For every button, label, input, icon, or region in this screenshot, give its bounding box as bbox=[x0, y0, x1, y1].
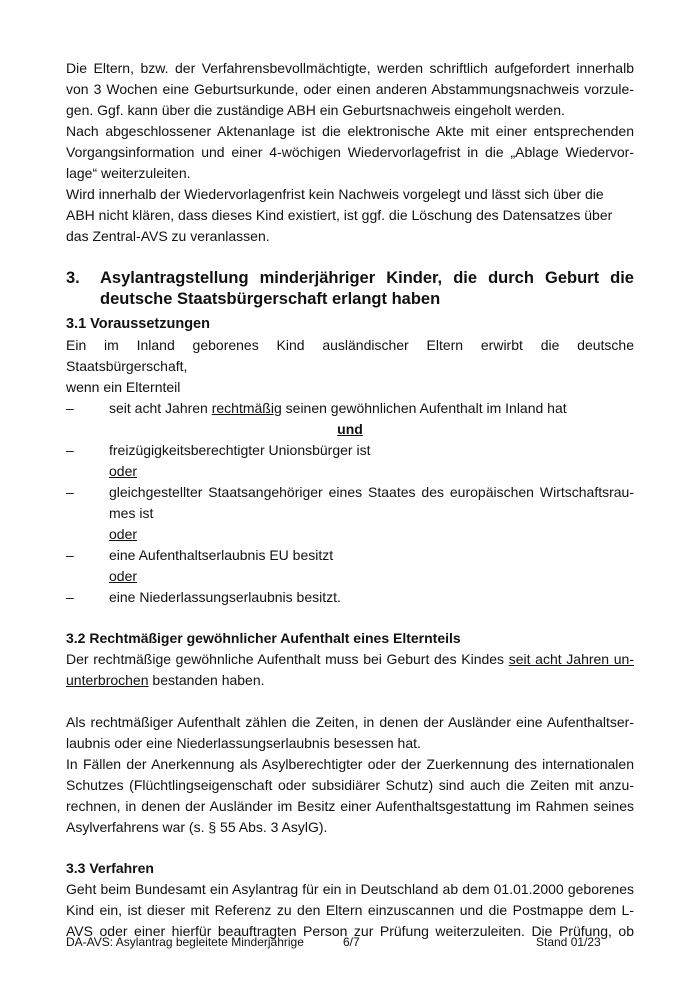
paragraph-lawful-residence bbox=[66, 712, 634, 754]
dash-bullet: – bbox=[66, 400, 74, 416]
conjunction-und: und bbox=[337, 421, 363, 437]
text-line: unterbrochen bestanden haben. bbox=[66, 672, 265, 688]
text-line: AVS oder einer hierfür beauftragten Person zur Prüfung weiterzuleiten. Die Prüfung, ob bbox=[66, 923, 634, 939]
list-item: – gleichgestellter Staatsangehöriger eines Staates des europäischen Wirtschaftsrau- mes ist bbox=[66, 482, 634, 524]
text-line: laubnis oder eine Niederlassungserlaubnis besessen hat. bbox=[66, 735, 421, 751]
list-item: – eine Aufenthaltserlaubnis EU besitzt bbox=[66, 545, 634, 566]
text-line: Nach abgeschlossener Aktenanlage ist die elektronische Akte mit einer entsprechenden bbox=[66, 123, 634, 139]
text-line: rechnen, in denen der Ausländer im Besitz einer Aufenthaltsgestattung im Rahmen seines bbox=[66, 798, 634, 814]
section-title-line: Asylantragstellung minderjähriger Kinder, die durch Geburt die bbox=[100, 269, 634, 287]
text-line: Als rechtmäßiger Aufenthalt zählen die Zeiten, in denen der Ausländer eine Aufenthaltser- bbox=[66, 714, 634, 730]
underlined-term: seit acht Jahren un- bbox=[508, 651, 634, 667]
underlined-term: unterbrochen bbox=[66, 672, 149, 688]
text-line: Kind ein, ist dieser mit Referenz zu den Eltern einzuscannen und die Postmappe dem L- bbox=[66, 902, 634, 918]
paragraph-asylum-recognition bbox=[66, 754, 634, 838]
paragraph-file-forwarding bbox=[66, 121, 634, 184]
dash-bullet: – bbox=[66, 484, 74, 500]
section-number: 3. bbox=[66, 269, 80, 287]
text-line: das Zentral-AVS zu veranlassen. bbox=[66, 228, 270, 244]
footer-version: Stand 01/23 bbox=[536, 935, 601, 949]
text-line: Der rechtmäßige gewöhnliche Aufenthalt muss bei Geburt des Kindes seit acht Jahren un- bbox=[66, 651, 634, 667]
subsection-3-1-heading: 3.1 Voraussetzungen bbox=[66, 316, 210, 332]
text-line: In Fällen der Anerkennung als Asylberechtigter oder der Zuerkennung des internationalen bbox=[66, 756, 634, 772]
dash-bullet: – bbox=[66, 589, 74, 605]
text-line: Die Eltern, bzw. der Verfahrensbevollmächtigte, werden schriftlich aufgefordert innerhalb bbox=[66, 60, 634, 76]
text-line: Ein im Inland geborenes Kind ausländischer Eltern erwirbt die deutsche Staatsbürgerschaft, bbox=[66, 337, 634, 374]
text-line: Schutzes (Flüchtlingseigenschaft oder subsidiärer Schutz) sind auch die Zeiten mit anzu- bbox=[66, 777, 634, 793]
underlined-term: rechtmäßig bbox=[211, 400, 282, 416]
subsection-3-2-heading: 3.2 Rechtmäßiger gewöhnlicher Aufenthalt eines Elternteils bbox=[66, 630, 461, 646]
text-line: wenn ein Elternteil bbox=[66, 379, 181, 395]
footer-page-number: 6/7 bbox=[343, 935, 360, 949]
text-line: Vorgangsinformation und einer 4-wöchigen Wiedervorlagefrist in die „Ablage Wiedervor- bbox=[66, 144, 634, 160]
text-line: von 3 Wochen eine Geburtsurkunde, oder einen anderen Abstammungsnachweis vorzule- bbox=[66, 81, 634, 97]
text-line: Asylverfahrens war (s. § 55 Abs. 3 AsylG). bbox=[66, 819, 328, 835]
list-item: – freizügigkeitsberechtigter Unionsbürger ist bbox=[66, 440, 634, 461]
text-line: Wird innerhalb der Wiedervorlagenfrist kein Nachweis vorgelegt und lässt sich über die bbox=[66, 186, 604, 202]
dash-bullet: – bbox=[66, 442, 74, 458]
conjunction-oder: oder bbox=[109, 526, 138, 542]
text-line: gen. Ggf. kann über die zuständige ABH ein Geburtsnachweis eingeholt werden. bbox=[66, 102, 565, 118]
paragraph-parent-request bbox=[66, 58, 634, 121]
paragraph-deletion bbox=[66, 184, 634, 247]
section-title-line: deutsche Staatsbürgerschaft erlangt haben bbox=[100, 290, 441, 308]
text-line: ABH nicht klären, dass dieses Kind existiert, ist ggf. die Löschung des Datensatzes über bbox=[66, 207, 613, 223]
subsection-3-3-heading: 3.3 Verfahren bbox=[66, 860, 154, 876]
conjunction-oder: oder bbox=[109, 568, 138, 584]
list-item: – seit acht Jahren rechtmäßig seinen gewöhnlichen Aufenthalt im Inland hat bbox=[66, 398, 634, 419]
text-line: lage“ weiterzuleiten. bbox=[66, 165, 191, 181]
document-body bbox=[66, 58, 634, 942]
section-3-heading bbox=[66, 268, 634, 310]
text-line: Geht beim Bundesamt ein Asylantrag für ein in Deutschland ab dem 01.01.2000 geborenes bbox=[66, 881, 634, 897]
footer-document-title: DA-AVS: Asylantrag begleitete Minderjährige bbox=[66, 935, 304, 949]
conjunction-oder: oder bbox=[109, 463, 138, 479]
list-item: – eine Niederlassungserlaubnis besitzt. bbox=[66, 587, 634, 608]
dash-bullet: – bbox=[66, 547, 74, 563]
